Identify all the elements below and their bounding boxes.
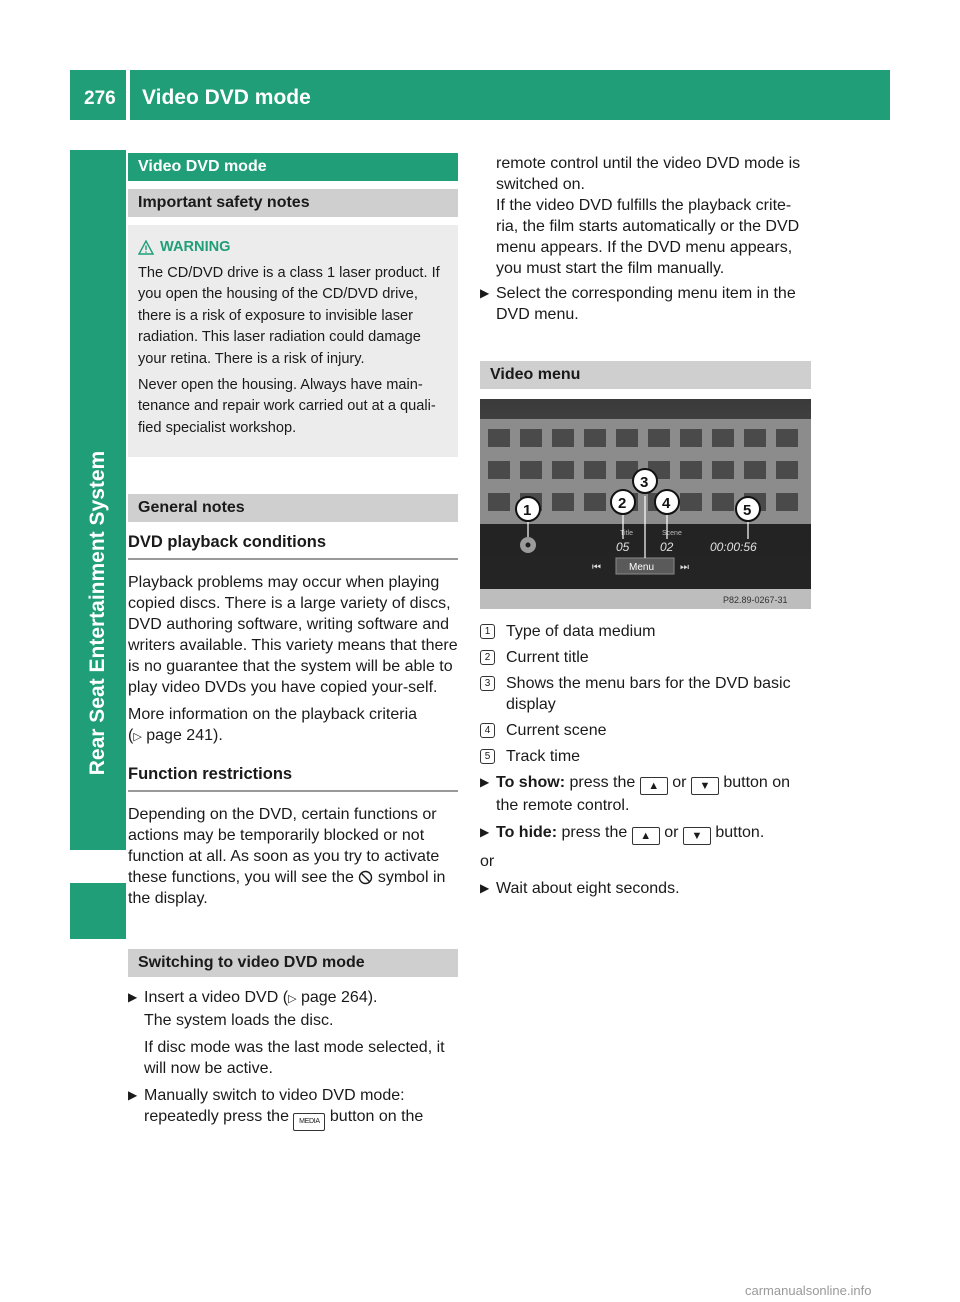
media-key-icon: MEDIA — [293, 1113, 325, 1131]
time-value: 00:00:56 — [710, 540, 757, 554]
legend-number: 1 — [480, 624, 495, 639]
step-arrow-icon: ▶ — [480, 286, 490, 300]
prohibited-icon — [358, 870, 373, 885]
side-marker — [70, 883, 126, 939]
step-arrow-icon: ▶ — [480, 825, 490, 839]
continued-paragraph-1: remote control until the video DVD mode is switched on. — [496, 155, 801, 193]
page-reference-264[interactable]: page 264). — [300, 989, 378, 1007]
function-text-before: Depending on the DVD, certain functions or actions may be temporarily blocked or not function at all. As soon as you try to activate these functions, you will see the — [128, 806, 440, 887]
page-header — [70, 70, 890, 120]
to-hide-label: To hide: — [496, 824, 558, 841]
callout-3: 3 — [640, 474, 649, 491]
step2-text-after: button on the — [329, 1108, 424, 1126]
playback-criteria-paragraph: More information on the playback criteria (▷ page 241). — [128, 706, 418, 745]
section-title: Video DVD mode — [128, 153, 458, 181]
legend-item — [480, 647, 811, 668]
step1-note: If disc mode was the last mode selected, it will now be active. — [144, 1039, 445, 1078]
triangle-right-icon: ▷ — [133, 731, 142, 744]
video-menu-figure — [480, 399, 811, 609]
or-separator: or — [480, 853, 495, 870]
to-show-text-b: button on the remote control. — [496, 774, 791, 814]
step-insert-dvd — [128, 987, 458, 1079]
footer-watermark: carmanualsonline.info — [745, 1283, 872, 1298]
switching-heading: Switching to video DVD mode — [128, 949, 458, 977]
down-key-icon: ▼ — [683, 827, 711, 845]
to-hide-or: or — [664, 824, 679, 841]
triangle-right-icon: ▷ — [288, 993, 297, 1006]
title-label: Title — [620, 530, 633, 537]
callout-4: 4 — [662, 495, 671, 512]
step-arrow-icon: ▶ — [480, 881, 490, 895]
step1-result: The system loads the disc. — [144, 1012, 334, 1030]
warning-box — [128, 225, 458, 457]
video-menu-screenshot — [480, 399, 811, 609]
step-wait — [480, 878, 811, 899]
legend-number: 4 — [480, 723, 495, 738]
side-chapter-label: Rear Seat Entertainment System — [86, 450, 109, 776]
header-divider — [126, 70, 130, 120]
scene-value: 02 — [660, 540, 674, 554]
scene-label: Scene — [662, 530, 682, 537]
step2-text: Manually switch to video DVD mode: — [144, 1087, 405, 1105]
continued-step-text — [480, 153, 811, 279]
legend-text: Shows the menu bars for the DVD basic display — [506, 675, 791, 713]
page-reference-241[interactable]: page 241). — [146, 727, 223, 745]
callout-legend — [480, 621, 811, 767]
playback-criteria-text: More information on the playback criteria — [128, 706, 418, 724]
step-arrow-icon: ▶ — [480, 775, 490, 789]
legend-item — [480, 746, 811, 767]
legend-number: 3 — [480, 676, 495, 691]
legend-item — [480, 673, 811, 715]
step-arrow-icon: ▶ — [128, 1088, 138, 1103]
menu-label: Menu — [629, 562, 655, 573]
header-title: Video DVD mode — [142, 86, 311, 109]
step-to-show — [480, 772, 811, 816]
function-text-after: symbol in the display. — [128, 869, 446, 908]
legend-text: Current scene — [506, 722, 607, 739]
up-key-icon: ▲ — [640, 777, 668, 795]
title-value: 05 — [616, 540, 630, 554]
warning-title: WARNING — [160, 239, 231, 255]
figure-reference-code: P82.89-0267-31 — [723, 595, 788, 605]
callout-2: 2 — [618, 495, 627, 512]
continued-paragraph-2: If the video DVD fulfills the playback crite-ria, the film starts automatically or the DVD menu appears. If the DVD menu appears, you must start the film manually. — [496, 197, 800, 277]
step-switch-manually — [128, 1085, 458, 1131]
side-chapter-tab — [70, 150, 126, 850]
down-key-icon: ▼ — [691, 777, 719, 795]
next-track-icon: ⏭ — [680, 562, 689, 573]
legend-item — [480, 720, 811, 741]
step2-text-before: repeatedly press the — [144, 1108, 289, 1126]
legend-text: Type of data medium — [506, 623, 656, 640]
right-column — [480, 153, 811, 905]
video-menu-heading: Video menu — [480, 361, 811, 389]
warning-title-row — [138, 237, 450, 259]
warning-paragraph-1: The CD/DVD drive is a class 1 laser product. If you open the housing of the CD/DVD drive, there is a risk of exposure to invisible laser radiation. This laser radiation could damage your retina. There is a risk of injury. — [138, 264, 440, 367]
function-restrictions-paragraph — [128, 804, 458, 909]
legend-text: Current title — [506, 649, 589, 666]
general-notes-heading: General notes — [128, 494, 458, 522]
page-number: 276 — [84, 88, 116, 109]
wait-text: Wait about eight seconds. — [496, 880, 680, 897]
to-hide-text-a: press the — [561, 824, 628, 841]
to-show-label: To show: — [496, 774, 566, 791]
legend-number: 5 — [480, 749, 495, 764]
step3-text: Select the corresponding menu item in the DVD menu. — [496, 285, 796, 323]
to-show-or: or — [672, 774, 687, 791]
callout-1: 1 — [523, 502, 532, 519]
previous-track-icon: ⏮ — [592, 562, 601, 573]
step-arrow-icon: ▶ — [128, 990, 138, 1005]
legend-number: 2 — [480, 650, 495, 665]
callout-5: 5 — [743, 502, 752, 519]
dvd-conditions-heading: DVD playback conditions — [128, 532, 458, 560]
step-to-hide — [480, 822, 811, 845]
warning-paragraph-2: Never open the housing. Always have main-tenance and repair work carried out at a quali-fied specialist workshop. — [138, 376, 436, 436]
step-select-menu-item — [480, 283, 811, 325]
safety-heading: Important safety notes — [128, 189, 458, 217]
dvd-conditions-paragraph: Playback problems may occur when playing copied discs. There is a large variety of discs, DVD authoring software, writing software and writers available. This variety means that there is no guarantee that the system will be able to play video DVDs you have copied your-self. — [128, 574, 458, 697]
left-column — [128, 153, 458, 1137]
warning-triangle-icon — [138, 240, 154, 255]
to-show-text-a: press the — [569, 774, 636, 791]
to-hide-text-b: button. — [715, 824, 765, 841]
legend-item — [480, 621, 811, 642]
legend-text: Track time — [506, 748, 581, 765]
up-key-icon: ▲ — [632, 827, 660, 845]
function-restrictions-heading: Function restrictions — [128, 764, 458, 792]
step1-text: Insert a video DVD ( — [144, 989, 289, 1007]
